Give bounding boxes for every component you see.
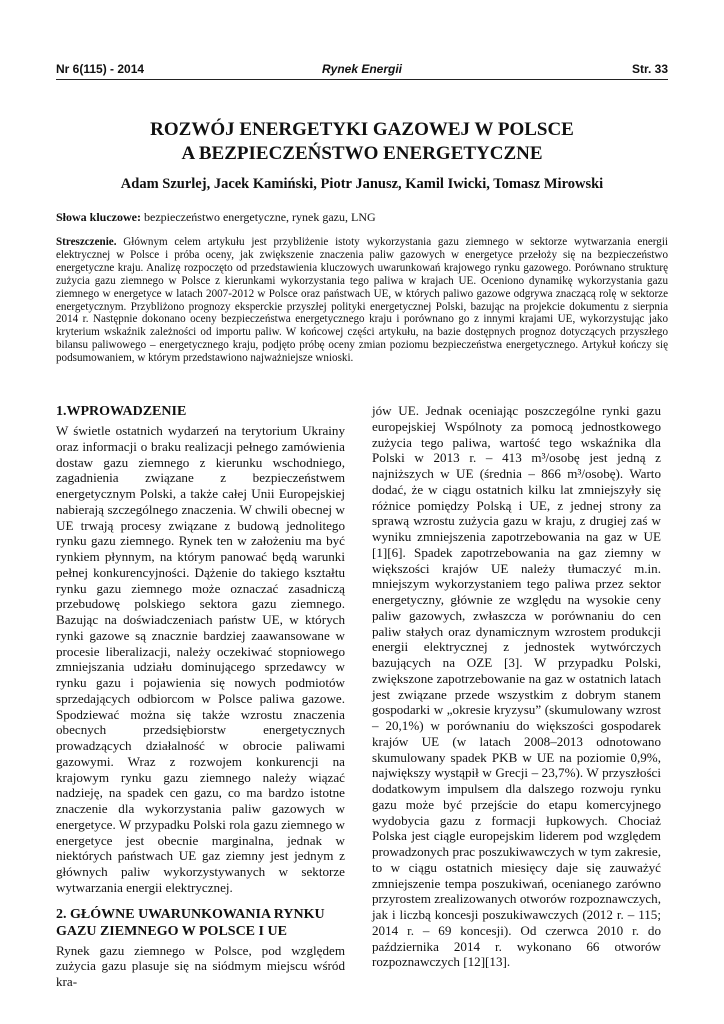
section-1-body: W świetle ostatnich wydarzeń na terytorium Ukrainy oraz informacji o braku realizacji pełnego zamówienia dostaw gazu ziemnego z kierunku wschodniego, zagadnienia związane z bezpieczeństwem energetycznym Polski, a także całej Unii Europejskiej nabierają szczególnego znaczenia. W chwili obecnej w UE trwają procesy związane z budową jednolitego rynku gazu ziemnego. Rynek ten w założeniu ma być rynkiem płynnym, na którym panować będą warunki pełnej konkurencyjności. Dążenie do takiego kształtu rynku gazu ziemnego może oznaczać zasadniczą przebudowę polskiego sektora gazu ziemnego. Bazując na doświadczeniach państw UE, w których rynki gazowe są znacznie bardziej zaawansowane w procesie liberalizacji, należy oczekiwać stopniowego zmniejszania udziału dominującego sprzedawcy w rynku gazu i pojawienia się nowych podmiotów sprzedających odbiorcom w Polsce paliwa gazowe. Spodziewać można się także wzrostu znaczenia obecnych przedsiębiorstw energetycznych prowadzących działalność w obrocie paliwami gazowymi. Wraz z rozwojem konkurencji na krajowym rynku gazu ziemnego należy wiązać nadzieję, na spadek cen gazu, co ma bardzo istotne znaczenie dla wykorzystania paliw gazowych w energetyce. W przypadku Polski rola gazu ziemnego w energetyce jest obecnie marginalna, jednak w niektórych państwach UE gaz ziemny jest jednym z głównych paliw wykorzystywanych w sektorze wytwarzania energii elektrycznej. <box>56 423 345 895</box>
left-column <box>56 403 345 990</box>
section-1-heading: 1.WPROWADZENIE <box>56 404 187 419</box>
header-rule <box>56 79 668 80</box>
issue-number: Nr 6(115) - 2014 <box>56 62 145 76</box>
authors: Adam Szurlej, Jacek Kamiński, Piotr Janusz, Kamil Iwicki, Tomasz Mirowski <box>120 176 604 192</box>
right-column <box>372 403 661 970</box>
title-line-1: ROZWÓJ ENERGETYKI GAZOWEJ W POLSCE <box>150 119 574 140</box>
right-column-body: jów UE. Jednak oceniając poszczególne rynki gazu europejskiej Wspólnoty za pomocą jednostkowego zużycia tego paliwa, wartość tego wskaźnika dla Polski w 2013 r. – 413 m³/osobę jest jedną z najniższych w UE (średnia – 866 m³/osobę). Warto dodać, że w ciągu ostatnich kilku lat zmniejszyły się różnice pomiędzy Polską i UE, z jednej strony za sprawą wzrostu zużycia gazu w kraju, z drugiej zaś w wyniku zmniejszenia zapotrzebowania na gaz w UE [1][6]. Spadek zapotrzebowania na gaz ziemny w większości krajów UE należy tłumaczyć m.in. mniejszym wykorzystaniem tego paliwa przez sektor energetyczny, głównie ze względu na wysokie ceny paliw gazowych, zwłaszcza w porównaniu do cen paliw stałych oraz dynamicznym wzrostem produkcji energii elektrycznej z jednostek wytwórczych bazujących na OZE [3]. W przypadku Polski, zwiększone zapotrzebowanie na gaz w ostatnich latach jest związane przede wszystkim z dobrym stanem gospodarki w „okresie kryzysu” (skumulowany wzrost – 20,1%) w porównaniu do większości gospodarek krajów UE (w latach 2008–2013 odnotowano skumulowany spadek PKB w UE na poziomie 0,9%, największy wystąpił w Grecji – 23,7%). W przyszłości dodatkowym impulsem dla dalszego rozwoju rynku gazu może być przejście do etapu komercyjnego wydobycia gazu z formacji łupkowych. Chociaż Polska jest ciągle europejskim liderem pod względem prowadzonych prac poszukiwawczych w tym zakresie, to w ciągu ostatnich miesięcy daje się zauważyć zmniejszenie tempa poszukiwań, ocenianego zarówno przyrostem zrealizowanych otworów rozpoznawczych, jak i liczbą koncesji poszukiwawczych (2012 r. – 115; 2014 r. – 69 koncesji). Od czerwca 2010 r. do października 2014 r. wykonano 66 otworów rozpoznawczych [12][13]. <box>372 403 661 970</box>
abstract-label: Streszczenie. <box>56 236 117 248</box>
section-2-heading: 2. GŁÓWNE UWARUNKOWANIA RYNKU GAZU ZIEMNEGO W POLSCE I UE <box>56 906 325 939</box>
page-number: Str. 33 <box>631 62 668 76</box>
title-line-2: A BEZPIECZEŃSTWO ENERGETYCZNE <box>181 143 543 164</box>
abstract <box>56 236 668 365</box>
section-2-body: Rynek gazu ziemnego w Polsce, pod względem zużycia gazu plasuje się na siódmym miejscu wśród kra- <box>56 942 345 989</box>
keywords-label: Słowa kluczowe: <box>56 210 141 224</box>
keywords-text: bezpieczeństwo energetyczne, rynek gazu, LNG <box>144 210 376 224</box>
journal-name: Rynek Energii <box>321 62 403 76</box>
keywords <box>56 210 668 225</box>
abstract-text: Głównym celem artykułu jest przybliżenie istoty wykorzystania gazu ziemnego w sektorze wytwarzania energii elektrycznej w Polsce i próba oceny, jak zwiększenie znaczenia paliw gazowych w energetyce przełoży się na bezpieczeństwo energetyczne kraju. Analizę rozpoczęto od przedstawienia kluczowych uwarunkowań krajowego rynku gazowego. Porównano strukturę zużycia gazu ziemnego w Polsce z kierunkami wykorzystania tego paliwa w krajach UE. Oceniono dynamikę wykorzystania gazu ziemnego w energetyce w latach 2007-2012 w Polsce oraz państwach UE, w których paliwo gazowe odgrywa znaczącą rolę w sektorze energetycznym. Przybliżono prognozy eksperckie przyszłej polityki energetycznej Polski, bazując na projekcie dokumentu z sierpnia 2014 r. Następnie dokonano oceny bezpieczeństwa energetycznego kraju i porównano go z innymi krajami UE, wykorzystując jako kryterium wskaźnik zależności od importu paliw. W końcowej części artykułu, na bazie dostępnych prognoz dotyczących przyszłego bilansu paliwowego – energetycznego kraju, podjęto próbę oceny zmian poziomu bezpieczeństwa energetycznego. Artykuł kończy się podsumowaniem, w którym przedstawiono najważniejsze wnioski. <box>56 236 669 365</box>
running-header <box>56 62 668 80</box>
paper-title <box>56 118 668 166</box>
